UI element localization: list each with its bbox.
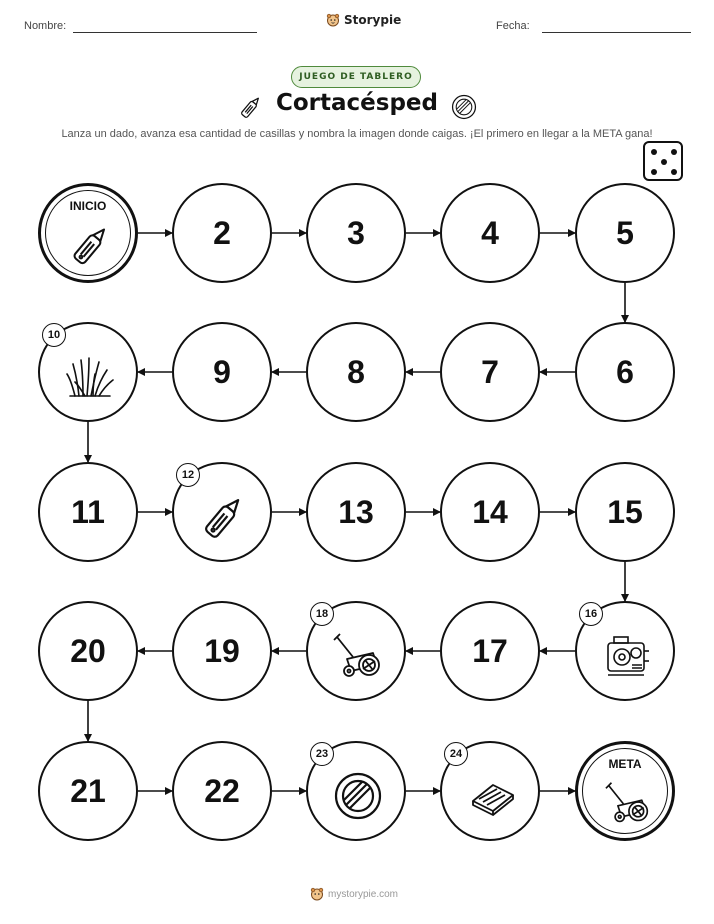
board-cell-16 <box>575 601 675 701</box>
cell-label: META <box>608 757 642 771</box>
engine-icon <box>602 631 652 681</box>
box-cutter-icon <box>68 222 114 268</box>
cell-number: 21 <box>70 772 106 809</box>
footer <box>310 887 398 901</box>
board-cell-9 <box>172 322 272 422</box>
board-cell-14 <box>440 462 540 562</box>
cell-number-badge: 23 <box>310 742 334 766</box>
lawn-mower-icon <box>605 780 651 826</box>
board-cell-8 <box>306 322 406 422</box>
page-title: Cortacésped <box>276 90 438 116</box>
board-cell-11 <box>38 462 138 562</box>
cell-number: 9 <box>213 353 231 390</box>
board-cell-19 <box>172 601 272 701</box>
cell-label: INICIO <box>69 199 107 213</box>
storypie-mascot-icon <box>310 887 324 901</box>
board-cell-22 <box>172 741 272 841</box>
board-cell-start <box>38 183 138 283</box>
wheel-icon <box>333 771 383 821</box>
grass-icon <box>65 352 115 402</box>
board-cell-5 <box>575 183 675 283</box>
cell-number: 13 <box>338 493 374 530</box>
cell-number-badge: 18 <box>310 602 334 626</box>
cell-number: 6 <box>616 353 634 390</box>
cell-number: 20 <box>70 632 106 669</box>
board-cell-23 <box>306 741 406 841</box>
board-cell-15 <box>575 462 675 562</box>
cell-number: 7 <box>481 353 499 390</box>
board-cell-6 <box>575 322 675 422</box>
board-cell-20 <box>38 601 138 701</box>
board-cell-2 <box>172 183 272 283</box>
cell-number-badge: 12 <box>176 463 200 487</box>
cell-number: 8 <box>347 353 365 390</box>
instructions: Lanza un dado, avanza esa cantidad de casillas y nombra la imagen donde caigas. ¡El primero en llegar a la META gana! <box>61 128 653 140</box>
board-cell-17 <box>440 601 540 701</box>
cell-number: 19 <box>204 632 240 669</box>
category-tag: JUEGO DE TABLERO <box>291 66 421 88</box>
board-cell-18 <box>306 601 406 701</box>
cell-number: 22 <box>204 772 240 809</box>
cell-number: 2 <box>213 214 231 251</box>
box-cutter-icon <box>199 492 249 542</box>
board-cell-12 <box>172 462 272 562</box>
cell-number: 15 <box>607 493 643 530</box>
footer-site: mystorypie.com <box>328 888 399 900</box>
board-cell-goal <box>575 741 675 841</box>
board-cell-13 <box>306 462 406 562</box>
brand-name: Storypie <box>344 13 402 27</box>
board-cell-4 <box>440 183 540 283</box>
cell-number: 11 <box>71 493 105 530</box>
board-cell-3 <box>306 183 406 283</box>
cell-number-badge: 16 <box>579 602 603 626</box>
board-cell-7 <box>440 322 540 422</box>
cell-number-badge: 24 <box>444 742 468 766</box>
cell-number: 4 <box>481 214 499 251</box>
date-label: Fecha: <box>496 20 530 32</box>
cell-number-badge: 10 <box>42 323 66 347</box>
towel-icon <box>467 771 517 821</box>
name-label: Nombre: <box>24 20 67 32</box>
cell-number: 5 <box>616 214 634 251</box>
lawn-mower-icon <box>333 631 383 681</box>
cell-number: 3 <box>347 214 365 251</box>
cell-number: 17 <box>472 632 508 669</box>
board-cell-10 <box>38 322 138 422</box>
board-cell-24 <box>440 741 540 841</box>
cell-number: 14 <box>472 493 508 530</box>
board-cell-21 <box>38 741 138 841</box>
